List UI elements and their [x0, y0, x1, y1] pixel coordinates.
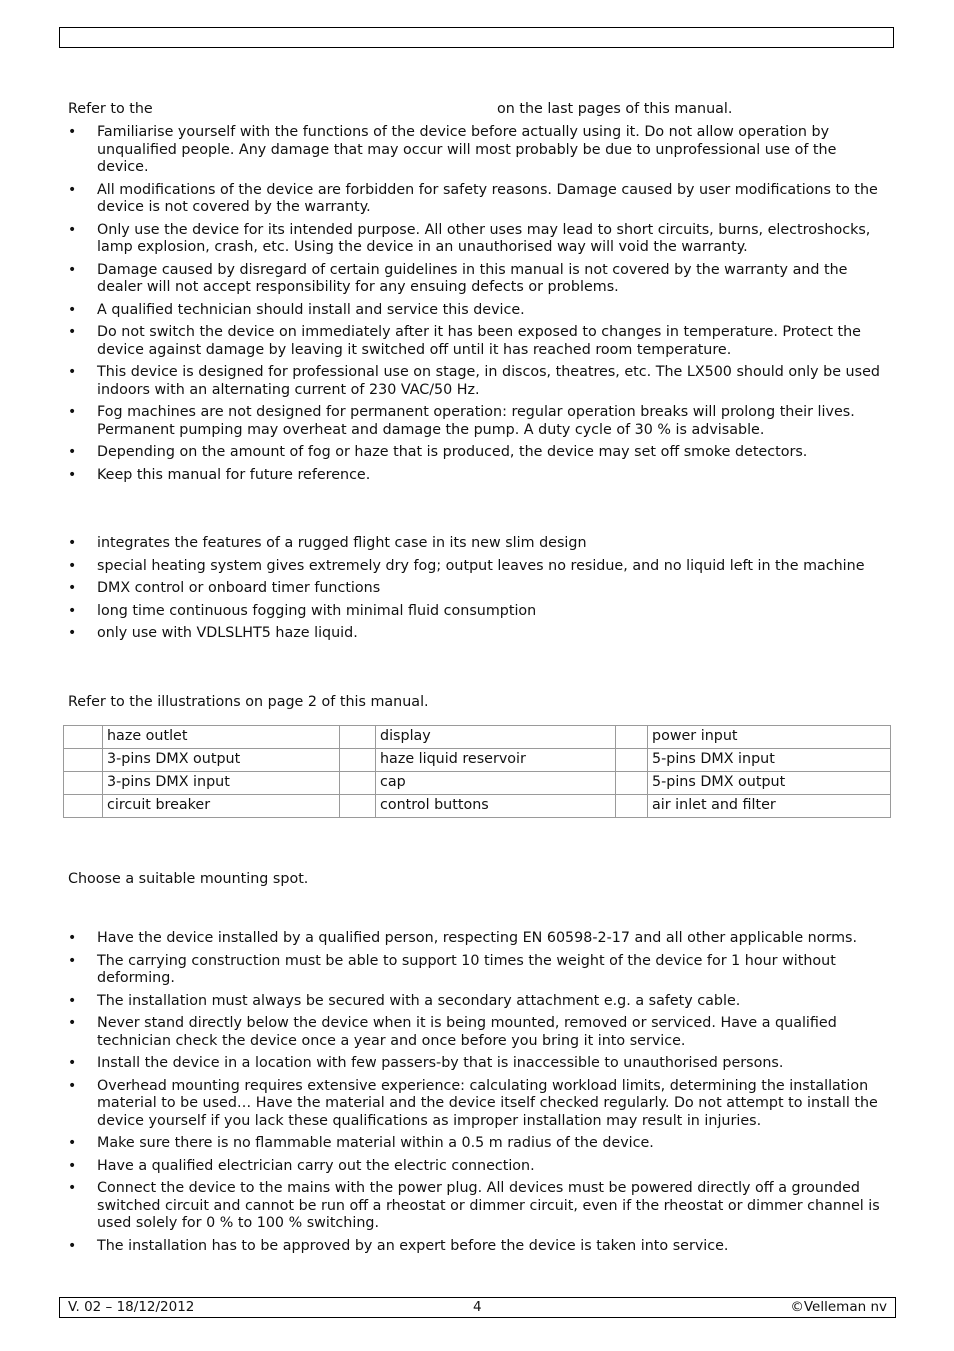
list-item: • A qualified technician should install and service this device. — [68, 302, 888, 320]
list-item: • Damage caused by disregard of certain guidelines in this manual is not covered by the warranty and the dealer will not accept responsibility for any ensuing defects or problems. — [68, 262, 888, 297]
refer-suffix: on the last pages of this manual. — [497, 101, 733, 117]
table-cell-label: haze outlet — [103, 726, 340, 749]
list-item: • Have the device installed by a qualified person, respecting EN 60598-2-17 and all other applicable norms. — [68, 930, 888, 948]
table-cell-label: circuit breaker — [103, 795, 340, 818]
table-cell-number — [64, 749, 103, 772]
safety-guidelines-list — [68, 124, 888, 484]
table-row — [64, 749, 891, 772]
list-item: • The carrying construction must be able to support 10 times the weight of the device for 1 hour without deforming. — [68, 953, 888, 988]
list-item: • special heating system gives extremely dry fog; output leaves no residue, and no liquid left in the machine — [68, 558, 888, 576]
refer-prefix: Refer to the — [68, 101, 153, 117]
table-row — [64, 795, 891, 818]
table-cell-number — [340, 795, 376, 818]
overview-refer-text: Refer to the illustrations on page 2 of this manual. — [68, 694, 429, 710]
list-item: • DMX control or onboard timer functions — [68, 580, 888, 598]
list-item: • Overhead mounting requires extensive experience: calculating workload limits, determining the installation material to be used… Have the material and the device itself checked regularly. Do not attempt to install the device yourself if you lack these qualifications as improper installation may result in injuries. — [68, 1078, 888, 1131]
list-item: • long time continuous fogging with minimal fluid consumption — [68, 603, 888, 621]
list-item: • integrates the features of a rugged flight case in its new slim design — [68, 535, 888, 553]
table-cell-label: haze liquid reservoir — [376, 749, 616, 772]
list-item: • Never stand directly below the device when it is being mounted, removed or serviced. Have a qualified technician check the device once a year and once before you bring it into service. — [68, 1015, 888, 1050]
table-cell-number — [340, 726, 376, 749]
list-item: • Have a qualified electrician carry out the electric connection. — [68, 1158, 888, 1176]
features-list — [68, 535, 888, 643]
list-item: • Make sure there is no flammable material within a 0.5 m radius of the device. — [68, 1135, 888, 1153]
table-cell-label: 5-pins DMX output — [648, 772, 891, 795]
table-cell-number — [616, 795, 648, 818]
table-cell-label: control buttons — [376, 795, 616, 818]
table-cell-label: display — [376, 726, 616, 749]
table-cell-label: 5-pins DMX input — [648, 749, 891, 772]
list-item: • Do not switch the device on immediately after it has been exposed to changes in temperature. Protect the device against damage by leaving it switched off until it has reached room temperature. — [68, 324, 888, 359]
refer-line — [68, 101, 733, 119]
installation-list — [68, 930, 888, 1255]
footer-copyright: ©Velleman nv — [790, 1299, 887, 1315]
table-cell-number — [340, 772, 376, 795]
list-item: • Keep this manual for future reference. — [68, 467, 888, 485]
list-item: • Familiarise yourself with the functions of the device before actually using it. Do not allow operation by unqualified people. Any damage that may occur will most probably be due to unprofessional use of the device. — [68, 124, 888, 177]
table-row — [64, 726, 891, 749]
list-item: • All modifications of the device are forbidden for safety reasons. Damage caused by user modifications to the device is not covered by the warranty. — [68, 182, 888, 217]
table-row — [64, 772, 891, 795]
table-cell-number — [64, 795, 103, 818]
list-item: • only use with VDLSLHT5 haze liquid. — [68, 625, 888, 643]
table-cell-number — [64, 726, 103, 749]
parts-table — [63, 725, 891, 818]
list-item: • This device is designed for professional use on stage, in discos, theatres, etc. The LX500 should only be used indoors with an alternating current of 230 VAC/50 Hz. — [68, 364, 888, 399]
list-item: • Connect the device to the mains with the power plug. All devices must be powered directly off a grounded switched circuit and cannot be run off a rheostat or dimmer circuit, even if the rheostat or dimmer channel is used solely for 0 % to 100 % switching. — [68, 1180, 888, 1233]
table-cell-label: air inlet and filter — [648, 795, 891, 818]
table-cell-label: power input — [648, 726, 891, 749]
list-item: • The installation must always be secured with a secondary attachment e.g. a safety cable. — [68, 993, 888, 1011]
table-cell-number — [340, 749, 376, 772]
installation-intro: Choose a suitable mounting spot. — [68, 871, 309, 887]
list-item: • Install the device in a location with few passers-by that is inaccessible to unauthorised persons. — [68, 1055, 888, 1073]
list-item: • Only use the device for its intended purpose. All other uses may lead to short circuits, burns, electroshocks, lamp explosion, crash, etc. Using the device in an unauthorised way will void the warranty. — [68, 222, 888, 257]
table-cell-number — [616, 772, 648, 795]
page-header-box — [59, 27, 894, 48]
footer-version: V. 02 – 18/12/2012 — [68, 1299, 195, 1315]
list-item: • Depending on the amount of fog or haze that is produced, the device may set off smoke detectors. — [68, 444, 888, 462]
table-cell-number — [616, 726, 648, 749]
table-cell-number — [616, 749, 648, 772]
list-item: • The installation has to be approved by an expert before the device is taken into service. — [68, 1238, 888, 1256]
table-cell-label: cap — [376, 772, 616, 795]
table-cell-label: 3-pins DMX input — [103, 772, 340, 795]
table-cell-number — [64, 772, 103, 795]
page-footer — [59, 1297, 896, 1318]
table-cell-label: 3-pins DMX output — [103, 749, 340, 772]
list-item: • Fog machines are not designed for permanent operation: regular operation breaks will prolong their lives. Permanent pumping may overheat and damage the pump. A duty cycle of 30 % is advisable. — [68, 404, 888, 439]
footer-page-number: 4 — [473, 1299, 482, 1315]
